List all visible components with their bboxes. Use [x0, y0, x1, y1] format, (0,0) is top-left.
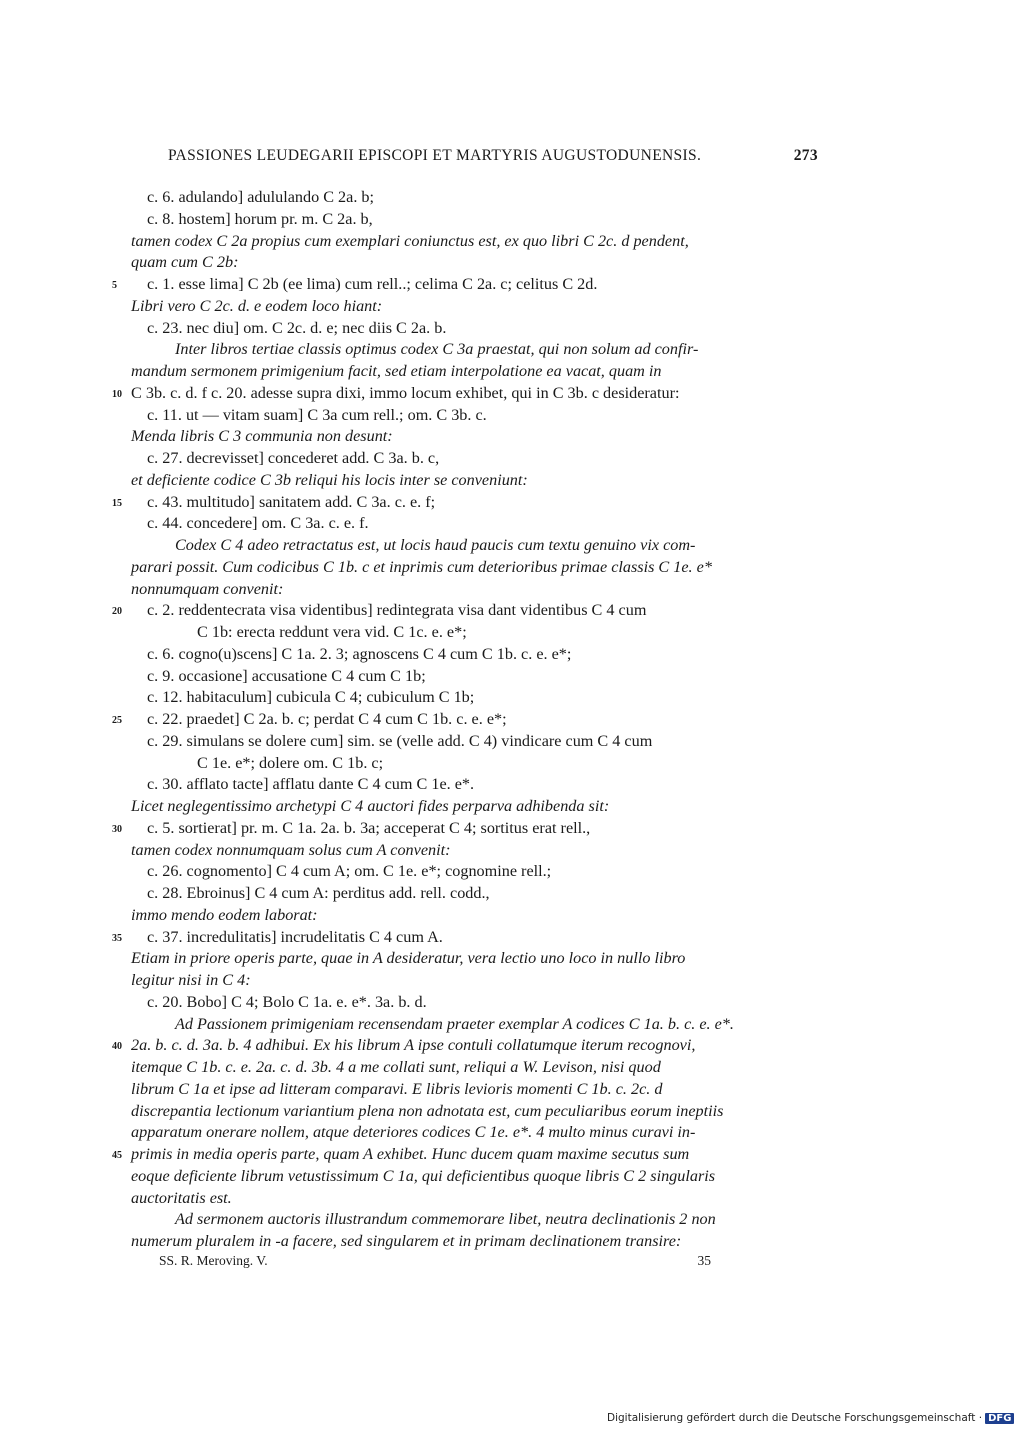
running-header — [168, 147, 818, 165]
text-line: c. 12. habitaculum] cubicula C 4; cubiculum C 1b; — [147, 688, 475, 707]
text-line: tamen codex C 2a propius cum exemplari coniunctus est, ex quo libri C 2c. d pendent, — [131, 231, 689, 250]
text-line: apparatum onerare nollem, atque deteriores codices C 1e. e*. 4 multo minus curavi in- — [131, 1123, 696, 1142]
text-line: Codex C 4 adeo retractatus est, ut locis haud paucis cum textu genuino vix com- — [175, 536, 696, 554]
text-line: c. 28. Ebroinus] C 4 cum A: perditus add. rell. codd., — [147, 884, 490, 902]
text-line: C 1b: erecta reddunt vera vid. C 1c. e. e*; — [197, 623, 467, 641]
line-number: 5 — [112, 280, 117, 291]
text-line: discrepantia lectionum variantium plena non adnotata est, cum peculiaribus eorum ineptiis — [131, 1101, 724, 1120]
text-line: c. 26. cognomento] C 4 cum A; om. C 1e. e*; cognomine rell.; — [147, 862, 552, 881]
text-line: c. 23. nec diu] om. C 2c. d. e; nec diis C 2a. b. — [147, 318, 447, 337]
text-line: itemque C 1b. c. e. 2a. c. d. 3b. 4 a me collati sunt, reliqui a W. Levison, nisi quod — [131, 1058, 661, 1076]
text-line: c. 43. multitudo] sanitatem add. C 3a. c. e. f; — [147, 492, 436, 511]
text-line: Ad Passionem primigeniam recensendam praeter exemplar A codices C 1a. b. c. e. e*. — [175, 1014, 734, 1033]
header-title: PASSIONES LEUDEGARII EPISCOPI ET MARTYRIS AUGUSTODUNENSIS. — [168, 147, 702, 164]
text-line: quam cum C 2b: — [131, 253, 239, 272]
sheet-signature: SS. R. Meroving. V. — [159, 1253, 268, 1268]
text-line: auctoritatis est. — [131, 1188, 232, 1207]
text-line: c. 5. sortierat] pr. m. C 1a. 2a. b. 3a; acceperat C 4; sortitus erat rell., — [147, 818, 591, 837]
text-line: C 3b. c. d. f c. 20. adesse supra dixi, immo locum exhibet, qui in C 3b. c desideratur: — [131, 383, 680, 402]
text-line: c. 9. occasione] accusatione C 4 cum C 1b; — [147, 666, 426, 685]
line-number: 25 — [112, 715, 122, 726]
line-number: 35 — [112, 932, 122, 944]
sheet-number: 35 — [697, 1253, 711, 1268]
text-line: c. 29. simulans se dolere cum] sim. se (velle add. C 4) vindicare cum C 4 cum — [147, 731, 653, 750]
text-line: immo mendo eodem laborat: — [131, 905, 318, 924]
text-line: legitur nisi in C 4: — [131, 971, 251, 989]
text-line: Etiam in priore operis parte, quae in A desideratur, vera lectio uno loco in nullo libro — [131, 949, 686, 968]
line-number: 10 — [112, 388, 122, 400]
text-line: Inter libros tertiae classis optimus codex C 3a praestat, qui non solum ad confir- — [175, 340, 699, 359]
text-line: C 1e. e*; dolere om. C 1b. c; — [197, 753, 384, 772]
text-line: Ad sermonem auctoris illustrandum commemorare libet, neutra declinationis 2 non — [175, 1210, 716, 1229]
text-line: 2a. b. c. d. 3a. b. 4 adhibui. Ex his librum A ipse contuli collatumque iterum recognovi, — [131, 1036, 696, 1055]
line-number: 45 — [112, 1150, 122, 1161]
text-line: Licet neglegentissimo archetypi C 4 auctori fides perparva adhibenda sit: — [131, 797, 610, 815]
text-line: c. 1. esse lima] C 2b (ee lima) cum rell..; celima C 2a. c; celitus C 2d. — [147, 275, 598, 293]
text-line: c. 20. Bobo] C 4; Bolo C 1a. e. e*. 3a. b. d. — [147, 992, 427, 1011]
text-line: c. 37. incredulitatis] incrudelitatis C 4 cum A. — [147, 927, 443, 946]
text-line: Libri vero C 2c. d. e eodem loco hiant: — [131, 296, 383, 315]
text-line: c. 6. adulando] adululando C 2a. b; — [147, 188, 375, 206]
text-line: c. 44. concedere] om. C 3a. c. e. f. — [147, 514, 369, 533]
text-line: Menda libris C 3 communia non desunt: — [131, 427, 393, 446]
line-number: 15 — [112, 497, 122, 509]
line-number: 30 — [112, 823, 122, 835]
text-line: primis in media operis parte, quam A exhibet. Hunc ducem quam maxime secutus sum — [131, 1145, 690, 1163]
dfg-logo: DFG — [985, 1413, 1014, 1424]
text-line: c. 8. hostem] horum pr. m. C 2a. b, — [147, 209, 373, 228]
text-line: eoque deficiente librum vetustissimum C 1a, qui deficientibus quoque libris C 2 singularis — [131, 1166, 716, 1185]
text-line: c. 2. reddentecrata visa videntibus] redintegrata visa dant videntibus C 4 cum — [147, 601, 647, 620]
text-line: c. 6. cogno(u)scens] C 1a. 2. 3; agnoscens C 4 cum C 1b. c. e. e*; — [147, 644, 572, 663]
digitization-credit: Digitalisierung gefördert durch die Deutsche Forschungsgemeinschaft · DFG — [607, 1412, 1014, 1424]
text-line: nonnumquam convenit: — [131, 579, 284, 598]
text-line: librum C 1a et ipse ad litteram comparavi. E libris levioris momenti C 1b. c. 2c. d — [131, 1079, 663, 1098]
text-line: numerum pluralem in -a facere, sed singularem et in primam declinationem transire: — [131, 1232, 682, 1250]
line-number: 20 — [112, 606, 122, 618]
text-line: c. 27. decrevisset] concederet add. C 3a. b. c, — [147, 449, 440, 467]
page-number: 273 — [793, 147, 818, 164]
text-line: c. 22. praedet] C 2a. b. c; perdat C 4 cum C 1b. c. e. e*; — [147, 710, 507, 728]
page-footer — [159, 1253, 711, 1269]
text-line: parari possit. Cum codicibus C 1b. c et inprimis cum deterioribus primae classis C 1e. e* — [131, 557, 712, 576]
line-number: 40 — [112, 1041, 122, 1053]
text-line: mandum sermonem primigenium facit, sed etiam interpolatione ea vacat, quam in — [131, 362, 662, 380]
digitization-note: Digitalisierung gefördert durch die Deutsche Forschungsgemeinschaft — [607, 1412, 976, 1424]
text-line: et deficiente codice C 3b reliqui his locis inter se conveniunt: — [131, 470, 528, 489]
text-line: tamen codex nonnumquam solus cum A convenit: — [131, 840, 451, 859]
text-line: c. 11. ut — vitam suam] C 3a cum rell.; om. C 3b. c. — [147, 405, 487, 424]
text-line: c. 30. afflato tacte] afflatu dante C 4 cum C 1e. e*. — [147, 775, 475, 794]
